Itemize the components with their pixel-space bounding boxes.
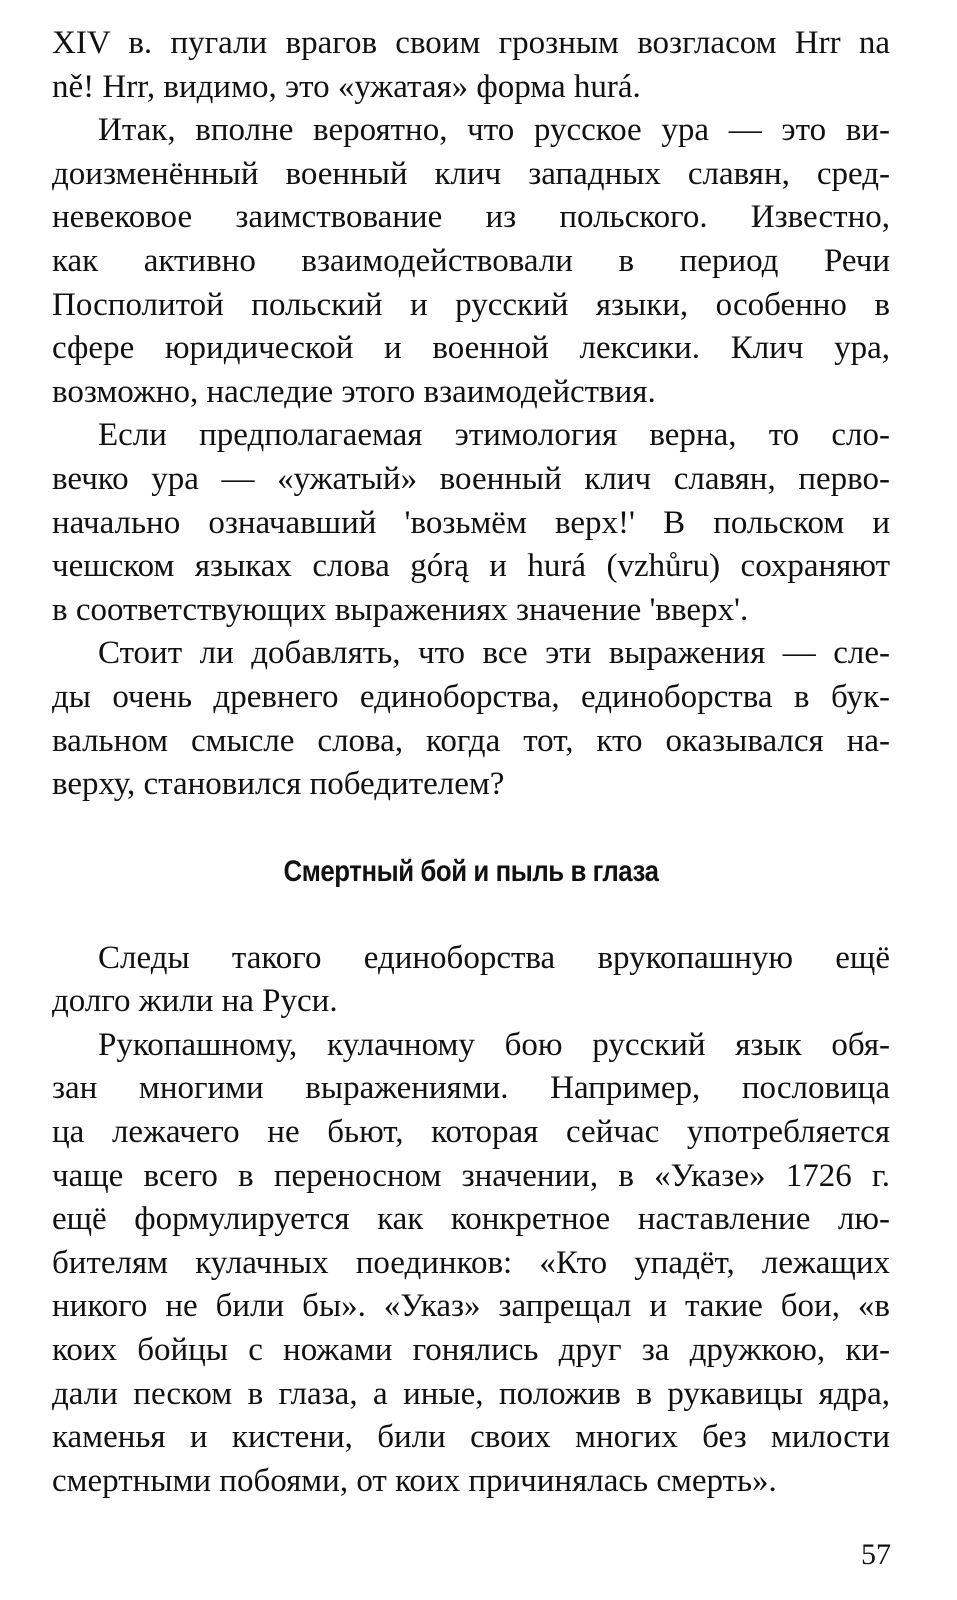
text-line: ещё формулируется как конкретное наставление лю-: [52, 1201, 890, 1238]
text-line: чешском языках слова górą и hurá (vzhůru) сохраняют: [52, 548, 890, 585]
text-line: зан многими выражениями. Например, пословица: [52, 1070, 890, 1107]
paragraph: [52, 632, 890, 806]
text-line: доизменённый военный клич западных славян, сред-: [52, 155, 890, 192]
text-line: ně! Hrr, видимо, это «ужатая» форма hurá.: [52, 68, 641, 105]
section-heading: Смертный бой и пыль в глаза: [283, 854, 659, 888]
text-line: смертными побоями, от коих причинялась смерть».: [52, 1462, 777, 1499]
text-line: Если предполагаемая этимология верна, то сло-: [98, 417, 890, 454]
text-line: ца лежачего не бьют, которая сейчас употребляется: [52, 1114, 890, 1151]
text-line: чаще всего в переносном значении, в «Указе» 1726 г.: [52, 1157, 890, 1194]
text-line: коих бойцы с ножами гонялись друг за дружкою, ки-: [52, 1332, 890, 1369]
text-line: дали песком в глаза, а иные, положив в рукавицы ядра,: [52, 1375, 890, 1412]
text-line: невековое заимствование из польского. Известно,: [52, 199, 890, 236]
text-line: каменья и кистени, били своих многих без милости: [52, 1419, 890, 1456]
paragraph: [52, 109, 890, 414]
paragraph: [52, 22, 890, 109]
text-line: вальном смысле слова, когда тот, кто оказывался на-: [52, 722, 890, 759]
text-line: XIV в. пугали врагов своим грозным возгласом Hrr na: [52, 25, 890, 61]
text-line: Рукопашному, кулачному бою русский язык обя-: [98, 1026, 890, 1063]
text-line: в соответствующих выражениях значение 'вверх'.: [52, 591, 749, 628]
paragraph: [52, 1024, 890, 1504]
text-line: верху, становился победителем?: [52, 766, 505, 803]
section-heading-block: [52, 807, 890, 937]
text-line: начально означавший 'возьмём верх!' В польском и: [52, 504, 890, 541]
text-line: Стоит ли добавлять, что все эти выражения — сле-: [98, 635, 890, 672]
text-line: возможно, наследие этого взаимодействия.: [52, 373, 656, 410]
text-line: ды очень древнего единоборства, единоборства в бук-: [52, 678, 890, 715]
text-line: как активно взаимодействовали в период Речи: [52, 242, 890, 279]
text-line: никого не били бы». «Указ» запрещал и такие бои, «в: [52, 1288, 890, 1325]
text-line: Итак, вполне вероятно, что русское ура — это ви-: [98, 112, 890, 149]
text-line: сфере юридической и военной лексики. Клич ура,: [52, 330, 890, 367]
text-line: долго жили на Руси.: [52, 983, 338, 1020]
paragraph: [52, 937, 890, 1024]
page-body: [52, 22, 890, 1503]
text-line: Посполитой польский и русский языки, особенно в: [52, 286, 890, 323]
paragraph: [52, 414, 890, 632]
page-number: 57: [861, 1538, 891, 1571]
text-line: Следы такого единоборства врукопашную ещё: [98, 939, 890, 976]
text-line: вечко ура — «ужатый» военный клич славян, перво-: [52, 460, 890, 497]
text-line: бителям кулачных поединков: «Кто упадёт, лежащих: [52, 1244, 890, 1281]
